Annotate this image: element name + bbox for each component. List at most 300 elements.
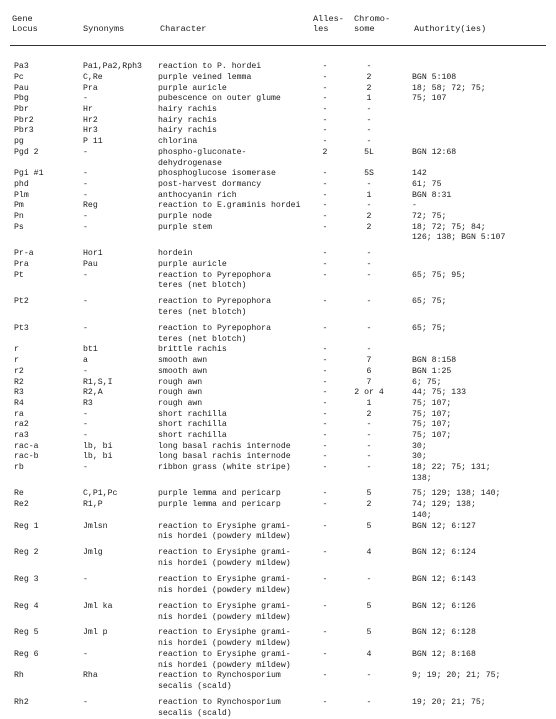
- chromosome-cell: -: [366, 115, 372, 125]
- table-row: [0, 388, 556, 399]
- authority-cell: BGN 12; 6:127: [412, 521, 476, 531]
- character-cell: dehydrogenase: [158, 158, 222, 168]
- table-row: [0, 613, 556, 624]
- chromosome-cell: -: [366, 430, 372, 440]
- table-row: [0, 661, 556, 672]
- character-cell: secalis (scald): [158, 681, 232, 691]
- chromosome-cell: -: [366, 297, 372, 307]
- character-cell: nis hordei (powdery mildew): [158, 559, 291, 569]
- alleles-cell: -: [322, 115, 328, 125]
- chromosome-cell: -: [366, 137, 372, 147]
- table-row: [0, 169, 556, 180]
- alleles-cell: -: [322, 601, 328, 611]
- synonyms-cell: Pau: [83, 260, 98, 269]
- table-row: [0, 94, 556, 105]
- chromosome-cell: -: [366, 260, 372, 269]
- authority-cell: 75; 107;: [412, 430, 452, 440]
- gene-locus-cell: r2: [14, 366, 24, 376]
- table-row: [0, 244, 556, 260]
- alleles-cell: -: [322, 62, 328, 71]
- table-row: [0, 367, 556, 378]
- chromosome-cell: -: [366, 179, 372, 189]
- character-cell: smooth awn: [158, 366, 208, 376]
- gene-locus-cell: rb: [14, 463, 24, 472]
- alleles-cell: -: [322, 409, 328, 419]
- gene-locus-cell: Pgd 2: [14, 147, 39, 157]
- chromosome-cell: -: [366, 323, 372, 333]
- chromosome-cell: -: [366, 270, 372, 280]
- character-cell: reaction to Pyrepophora: [158, 323, 272, 333]
- gene-locus-cell: pg: [14, 137, 24, 147]
- table-row: [0, 500, 556, 511]
- authority-cell: BGN 12; 6:126: [412, 601, 476, 611]
- authority-cell: 30;: [412, 452, 427, 462]
- table-row: [0, 709, 556, 719]
- gene-locus-cell: Pbg: [14, 94, 29, 104]
- authority-cell: 72; 75;: [412, 211, 447, 221]
- synonyms-cell: -: [83, 222, 88, 232]
- table-row: [0, 319, 556, 335]
- alleles-cell: -: [322, 249, 328, 258]
- character-cell: nis hordei (powdery mildew): [158, 660, 291, 670]
- authority-cell: 75; 129; 138; 140;: [412, 489, 501, 499]
- alleles-cell: -: [322, 430, 328, 440]
- authority-cell: BGN 8:158: [412, 356, 457, 366]
- table-row: [0, 452, 556, 463]
- character-cell: short rachilla: [158, 409, 227, 419]
- alleles-cell: -: [322, 169, 328, 179]
- table-row: [0, 281, 556, 292]
- chromosome-cell: 2: [366, 222, 372, 232]
- synonyms-cell: Reg: [83, 201, 98, 211]
- synonyms-cell: Pa1,Pa2,Rph3: [83, 62, 142, 71]
- table-row: [0, 191, 556, 202]
- chromosome-cell: -: [366, 452, 372, 462]
- character-cell: reaction to P. hordei: [158, 62, 262, 71]
- gene-locus-cell: Reg 1: [14, 521, 39, 531]
- gene-locus-cell: Reg 4: [14, 601, 39, 611]
- synonyms-cell: R1,S,I: [83, 377, 113, 387]
- chromosome-cell: -: [366, 62, 372, 71]
- alleles-cell: -: [322, 548, 328, 558]
- character-cell: chlorina: [158, 137, 198, 147]
- gene-locus-cell: Pt2: [14, 297, 29, 307]
- character-cell: teres (net blotch): [158, 334, 247, 344]
- alleles-cell: -: [322, 574, 328, 584]
- synonyms-cell: lb, bi: [83, 441, 113, 451]
- table-row: [0, 522, 556, 533]
- chromosome-cell: 4: [366, 649, 372, 659]
- alleles-cell: -: [322, 201, 328, 211]
- table-row: [0, 212, 556, 223]
- synonyms-cell: Pra: [83, 83, 98, 93]
- authority-cell: 75; 107;: [412, 409, 452, 419]
- chromosome-cell: 1: [366, 94, 372, 104]
- gene-locus-cell: R2: [14, 377, 24, 387]
- table-row: [0, 623, 556, 639]
- gene-locus-cell: Pt: [14, 270, 24, 280]
- chromosome-cell: 1: [366, 190, 372, 200]
- table-row: [0, 474, 556, 485]
- character-cell: rough awn: [158, 388, 203, 398]
- chromosome-cell: -: [366, 574, 372, 584]
- character-cell: hairy rachis: [158, 115, 217, 125]
- synonyms-cell: Hr3: [83, 126, 98, 136]
- character-cell: nis hordei (powdery mildew): [158, 532, 291, 542]
- alleles-cell: -: [322, 179, 328, 189]
- synonyms-cell: -: [83, 697, 88, 707]
- gene-locus-cell: Plm: [14, 190, 29, 200]
- synonyms-cell: C,Re: [83, 73, 103, 82]
- chromosome-cell: -: [366, 249, 372, 258]
- chromosome-cell: 7: [366, 356, 372, 366]
- synonyms-cell: -: [83, 94, 88, 104]
- alleles-cell: -: [322, 260, 328, 269]
- gene-locus-cell: Pa3: [14, 62, 29, 71]
- alleles-cell: -: [322, 671, 328, 681]
- chromosome-cell: 5: [366, 489, 372, 499]
- character-cell: teres (net blotch): [158, 281, 247, 291]
- character-cell: hairy rachis: [158, 105, 217, 115]
- table-row: [0, 260, 556, 271]
- alleles-cell: -: [322, 297, 328, 307]
- character-cell: short rachilla: [158, 420, 227, 430]
- synonyms-cell: -: [83, 323, 88, 333]
- authority-cell: BGN 12; 6:143: [412, 574, 476, 584]
- synonyms-cell: Rha: [83, 671, 98, 681]
- character-cell: phosphoglucose isomerase: [158, 169, 276, 179]
- gene-locus-cell: Rh2: [14, 697, 29, 707]
- table-row: [0, 484, 556, 500]
- synonyms-cell: Jmlg: [83, 548, 103, 558]
- synonyms-cell: -: [83, 649, 88, 659]
- synonyms-cell: a: [83, 356, 88, 366]
- synonyms-cell: bt1: [83, 345, 98, 355]
- authority-cell: 65; 75;: [412, 297, 447, 307]
- table-row: [0, 201, 556, 212]
- table-row: [0, 463, 556, 474]
- chromosome-cell: -: [366, 463, 372, 472]
- character-cell: reaction to Erysiphe grami-: [158, 628, 291, 638]
- header-chromosome: Chromo- some: [354, 14, 391, 34]
- header-authority: Authority(ies): [414, 24, 487, 34]
- table-row: [0, 116, 556, 127]
- character-cell: nis hordei (powdery mildew): [158, 585, 291, 595]
- synonyms-cell: -: [83, 409, 88, 419]
- header-synonyms: Synonyms: [83, 24, 125, 34]
- gene-locus-cell: Pm: [14, 201, 24, 211]
- table-row: [0, 148, 556, 159]
- gene-locus-cell: Reg 6: [14, 649, 39, 659]
- synonyms-cell: -: [83, 574, 88, 584]
- chromosome-cell: -: [366, 126, 372, 136]
- alleles-cell: -: [322, 441, 328, 451]
- header-rule: [10, 45, 546, 46]
- synonyms-cell: Jml p: [83, 628, 108, 638]
- synonyms-cell: -: [83, 420, 88, 430]
- gene-locus-cell: Pr-a: [14, 249, 34, 258]
- alleles-cell: -: [322, 420, 328, 430]
- character-cell: teres (net blotch): [158, 308, 247, 318]
- character-cell: rough awn: [158, 377, 203, 387]
- alleles-cell: -: [322, 137, 328, 147]
- character-cell: phospho-gluconate-: [158, 147, 247, 157]
- gene-locus-cell: ra: [14, 409, 24, 419]
- alleles-cell: -: [322, 452, 328, 462]
- character-cell: pubescence on outer glume: [158, 94, 281, 104]
- alleles-cell: -: [322, 398, 328, 408]
- chromosome-cell: 5S: [364, 169, 374, 179]
- alleles-cell: -: [322, 388, 328, 398]
- gene-locus-cell: rac-b: [14, 452, 39, 462]
- synonyms-cell: P 11: [83, 137, 103, 147]
- character-cell: post-harvest dormancy: [158, 179, 262, 189]
- gene-locus-cell: Pn: [14, 211, 24, 221]
- table-row: [0, 639, 556, 650]
- table-row: [0, 693, 556, 709]
- table-row: [0, 559, 556, 570]
- gene-locus-cell: phd: [14, 179, 29, 189]
- authority-cell: BGN 1:25: [412, 366, 452, 376]
- chromosome-cell: 5L: [364, 147, 374, 157]
- gene-locus-cell: Ps: [14, 222, 24, 232]
- character-cell: purple lemma and pericarp: [158, 500, 281, 510]
- character-cell: reaction to Erysiphe grami-: [158, 649, 291, 659]
- alleles-cell: -: [322, 500, 328, 510]
- character-cell: reaction to Pyrepophora: [158, 270, 272, 280]
- gene-locus-cell: Pt3: [14, 323, 29, 333]
- character-cell: purple veined lemma: [158, 73, 252, 82]
- authority-cell: BGN 12; 6:124: [412, 548, 476, 558]
- gene-locus-cell: R3: [14, 388, 24, 398]
- table-row: [0, 570, 556, 586]
- header-character: Character: [160, 24, 207, 34]
- character-cell: nis hordei (powdery mildew): [158, 612, 291, 622]
- gene-locus-cell: Re2: [14, 500, 29, 510]
- alleles-cell: -: [322, 463, 328, 472]
- authority-cell: 75; 107;: [412, 398, 452, 408]
- authority-cell: 44; 75; 133: [412, 388, 467, 398]
- table-row: [0, 180, 556, 191]
- alleles-cell: -: [322, 190, 328, 200]
- gene-locus-cell: r: [14, 356, 19, 366]
- alleles-cell: -: [322, 126, 328, 136]
- authority-cell: BGN 8:31: [412, 190, 452, 200]
- chromosome-cell: 5: [366, 601, 372, 611]
- synonyms-cell: -: [83, 211, 88, 221]
- authority-cell: 75; 107;: [412, 420, 452, 430]
- authority-cell: BGN 12:68: [412, 147, 457, 157]
- chromosome-cell: 2: [366, 83, 372, 93]
- table-row: [0, 292, 556, 308]
- character-cell: reaction to E.graminis hordei: [158, 201, 301, 211]
- synonyms-cell: -: [83, 169, 88, 179]
- gene-locus-cell: Rh: [14, 671, 24, 681]
- alleles-cell: -: [322, 345, 328, 355]
- alleles-cell: -: [322, 521, 328, 531]
- table-row: [0, 335, 556, 346]
- authority-cell: 74; 129; 138;: [412, 500, 476, 510]
- authority-cell: BGN 12; 6:128: [412, 628, 476, 638]
- character-cell: nis hordei (powdery mildew): [158, 639, 291, 649]
- chromosome-cell: 5: [366, 628, 372, 638]
- table-row: [0, 223, 556, 234]
- authority-cell: 126; 138; BGN 5:107: [412, 233, 506, 243]
- alleles-cell: -: [322, 270, 328, 280]
- chromosome-cell: 6: [366, 366, 372, 376]
- synonyms-cell: -: [83, 179, 88, 189]
- authority-cell: 30;: [412, 441, 427, 451]
- alleles-cell: -: [322, 83, 328, 93]
- table-row: [0, 511, 556, 522]
- synonyms-cell: -: [83, 297, 88, 307]
- chromosome-cell: 7: [366, 377, 372, 387]
- gene-locus-cell: Pbr2: [14, 115, 34, 125]
- gene-locus-cell: R4: [14, 398, 24, 408]
- alleles-cell: -: [322, 323, 328, 333]
- table-row: [0, 586, 556, 597]
- authority-cell: 6; 75;: [412, 377, 442, 387]
- synonyms-cell: -: [83, 366, 88, 376]
- alleles-cell: -: [322, 489, 328, 499]
- character-cell: purple auricle: [158, 260, 227, 269]
- synonyms-cell: Hor1: [83, 249, 103, 258]
- chromosome-cell: 2: [366, 211, 372, 221]
- synonyms-cell: Jml ka: [83, 601, 113, 611]
- character-cell: secalis (scald): [158, 708, 232, 718]
- gene-locus-cell: Re: [14, 489, 24, 499]
- header-alleles: Alles- les: [313, 14, 344, 34]
- alleles-cell: 2: [322, 147, 328, 157]
- table-row: [0, 271, 556, 282]
- alleles-cell: -: [322, 105, 328, 115]
- alleles-cell: -: [322, 377, 328, 387]
- table-row: [0, 671, 556, 682]
- table-row: [0, 597, 556, 613]
- alleles-cell: -: [322, 649, 328, 659]
- gene-locus-cell: Pbr3: [14, 126, 34, 136]
- chromosome-cell: 1: [366, 398, 372, 408]
- character-cell: reaction to Pyrepophora: [158, 297, 272, 307]
- chromosome-cell: 2 or 4: [354, 388, 384, 398]
- character-cell: purple lemma and pericarp: [158, 489, 281, 499]
- alleles-cell: -: [322, 356, 328, 366]
- chromosome-cell: 4: [366, 548, 372, 558]
- gene-locus-cell: rac-a: [14, 441, 39, 451]
- table-row: [0, 378, 556, 389]
- gene-locus-cell: Reg 2: [14, 548, 39, 558]
- chromosome-cell: 5: [366, 521, 372, 531]
- authority-cell: 18; 22; 75; 131;: [412, 463, 491, 472]
- character-cell: hairy rachis: [158, 126, 217, 136]
- alleles-cell: -: [322, 628, 328, 638]
- gene-locus-cell: Reg 3: [14, 574, 39, 584]
- table-row: [0, 410, 556, 421]
- authority-cell: BGN 12; 8:168: [412, 649, 476, 659]
- chromosome-cell: 2: [366, 500, 372, 510]
- alleles-cell: -: [322, 222, 328, 232]
- character-cell: reaction to Rynchosporium: [158, 697, 281, 707]
- character-cell: short rachilla: [158, 430, 227, 440]
- character-cell: reaction to Erysiphe grami-: [158, 521, 291, 531]
- table-row: [0, 137, 556, 148]
- table-row: [0, 420, 556, 431]
- alleles-cell: -: [322, 211, 328, 221]
- gene-locus-cell: ra2: [14, 420, 29, 430]
- authority-cell: 61; 75: [412, 179, 442, 189]
- character-cell: long basal rachis internode: [158, 441, 291, 451]
- alleles-cell: -: [322, 366, 328, 376]
- synonyms-cell: Jmlsn: [83, 521, 108, 531]
- authority-cell: 75; 107: [412, 94, 447, 104]
- table-row: [0, 73, 556, 84]
- authority-cell: -: [412, 201, 417, 211]
- table-row: [0, 399, 556, 410]
- character-cell: reaction to Erysiphe grami-: [158, 548, 291, 558]
- synonyms-cell: R1,P: [83, 500, 103, 510]
- character-cell: reaction to Erysiphe grami-: [158, 574, 291, 584]
- chromosome-cell: 2: [366, 73, 372, 82]
- character-cell: rough awn: [158, 398, 203, 408]
- table-row: [0, 126, 556, 137]
- synonyms-cell: -: [83, 270, 88, 280]
- gene-locus-cell: Reg 5: [14, 628, 39, 638]
- gene-locus-cell: Pbr: [14, 105, 29, 115]
- table-row: [0, 308, 556, 319]
- character-cell: smooth awn: [158, 356, 208, 366]
- table-row: [0, 345, 556, 356]
- character-cell: purple auricle: [158, 83, 227, 93]
- authority-cell: 142: [412, 169, 427, 179]
- table-row: [0, 233, 556, 244]
- gene-locus-cell: ra3: [14, 430, 29, 440]
- character-cell: long basal rachis internode: [158, 452, 291, 462]
- character-cell: reaction to Erysiphe grami-: [158, 601, 291, 611]
- gene-locus-cell: Pgi #1: [14, 169, 44, 179]
- synonyms-cell: R2,A: [83, 388, 103, 398]
- table-row: [0, 442, 556, 453]
- header-gene-locus: Gene Locus: [12, 14, 38, 34]
- table-row: [0, 57, 556, 73]
- chromosome-cell: -: [366, 105, 372, 115]
- table-row: [0, 356, 556, 367]
- chromosome-cell: -: [366, 201, 372, 211]
- authority-cell: 18; 58; 72; 75;: [412, 83, 486, 93]
- alleles-cell: -: [322, 94, 328, 104]
- chromosome-cell: -: [366, 697, 372, 707]
- synonyms-cell: R3: [83, 398, 93, 408]
- authority-cell: 18; 72; 75; 84;: [412, 222, 486, 232]
- chromosome-cell: -: [366, 345, 372, 355]
- table-row: [0, 431, 556, 442]
- alleles-cell: -: [322, 73, 328, 82]
- gene-locus-cell: r: [14, 345, 19, 355]
- table-row: [0, 159, 556, 170]
- character-cell: anthocyanin rich: [158, 190, 237, 200]
- table-row: [0, 543, 556, 559]
- chromosome-cell: 2: [366, 409, 372, 419]
- synonyms-cell: Hr: [83, 105, 93, 115]
- authority-cell: 138;: [412, 473, 432, 483]
- synonyms-cell: -: [83, 463, 88, 472]
- character-cell: hordein: [158, 249, 193, 258]
- synonyms-cell: lb, bi: [83, 452, 113, 462]
- chromosome-cell: -: [366, 420, 372, 430]
- synonyms-cell: -: [83, 147, 88, 157]
- chromosome-cell: -: [366, 671, 372, 681]
- table-row: [0, 532, 556, 543]
- character-cell: reaction to Rynchosporium: [158, 671, 281, 681]
